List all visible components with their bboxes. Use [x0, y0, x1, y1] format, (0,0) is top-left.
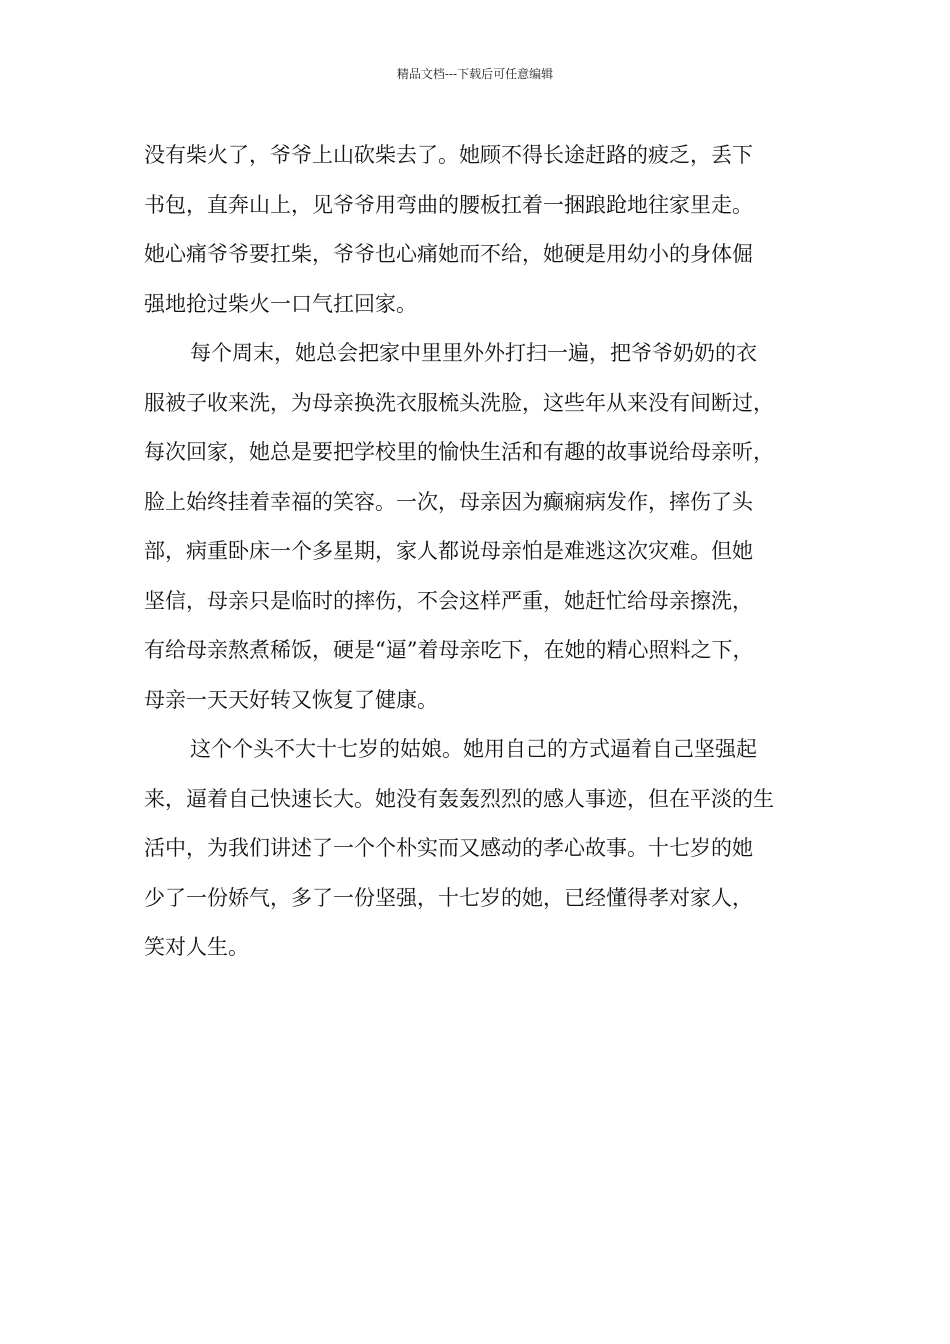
text-line: 她心痛爷爷要扛柴，爷爷也心痛她而不给，她硬是用幼小的身体倔: [144, 242, 753, 266]
paragraph-first-line: 这个个头不大十七岁的姑娘。她用自己的方式逼着自己坚强起: [190, 737, 757, 761]
text-line: 活中，为我们讲述了一个个朴实而又感动的孝心故事。十七岁的她: [144, 836, 753, 860]
body-text: [144, 131, 824, 973]
text-line: 母亲一天天好转又恢复了健康。: [144, 687, 438, 712]
text-line: 来，逼着自己快速长大。她没有轰轰烈烈的感人事迹，但在平淡的生: [144, 786, 774, 811]
text-line: 书包，直奔山上，见爷爷用弯曲的腰板扛着一捆踉跄地往家里走。: [144, 192, 753, 217]
text-line: 笑对人生。: [144, 935, 249, 959]
text-line: 每次回家，她总是要把学校里的愉快生活和有趣的故事说给母亲听，: [144, 440, 774, 464]
text-line: 坚信，母亲只是临时的摔伤，不会这样严重，她赶忙给母亲擦洗，: [144, 588, 753, 613]
text-line: 有给母亲熬煮稀饭，硬是“逼”着母亲吃下，在她的精心照料之下，: [144, 638, 754, 662]
paragraph-first-line: 每个周末，她总会把家中里里外外打扫一遍，把爷爷奶奶的衣: [190, 341, 757, 365]
text-line: 强地抢过柴火一口气扛回家。: [144, 291, 417, 316]
text-line: 服被子收来洗，为母亲换洗衣服梳头洗脸，这些年从来没有间断过，: [144, 390, 774, 415]
page-header: 精品文档---下载后可任意编辑: [396, 67, 554, 81]
text-line: 没有柴火了，爷爷上山砍柴去了。她顾不得长途赶路的疲乏，丢下: [144, 143, 753, 167]
text-line: 少了一份娇气，多了一份坚强，十七岁的她，已经懂得孝对家人，: [144, 885, 753, 910]
text-line: 部，病重卧床一个多星期，家人都说母亲怕是难逃这次灾难。但她: [144, 539, 753, 563]
text-line: 脸上始终挂着幸福的笑容。一次，母亲因为癫痫病发作，摔伤了头: [144, 489, 753, 514]
